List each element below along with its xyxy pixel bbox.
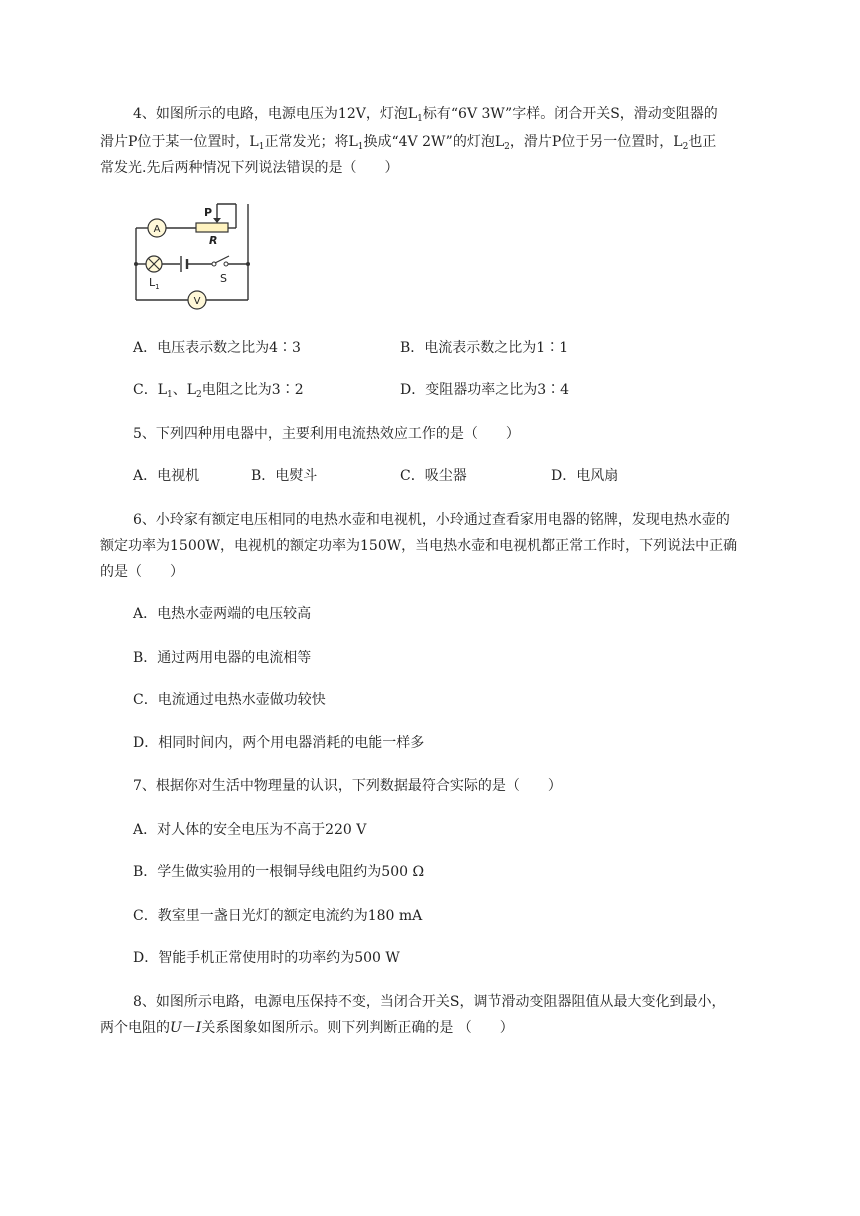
voltmeter-icon <box>188 291 206 309</box>
svg-text:A: A <box>153 224 161 235</box>
q6-option-b: B．通过两用电器的电流相等 <box>133 650 312 666</box>
battery-icon <box>181 256 187 272</box>
ammeter-icon <box>148 219 166 237</box>
q5-option-d: D．电风扇 <box>551 468 619 484</box>
slider-label: P <box>204 206 213 219</box>
q6-stem-line2: 额定功率为1500W，电视机的额定功率为150W，当电热水壶和电视机都正常工作时，下列说法中正确 <box>100 538 738 554</box>
q6-stem-line1: 6、小玲家有额定电压相同的电热水壶和电视机，小玲通过查看家用电器的铭牌，发现电热水壶的 <box>133 512 730 528</box>
circuit-diagram <box>126 196 258 314</box>
q5-option-b: B．电熨斗 <box>251 468 318 484</box>
resistor-icon <box>196 218 228 232</box>
q4-stem-line2: 滑片P位于某一位置时，$L_1$正常发光；将$L_1$换成“4V 2W”的灯泡$L_2$，滑片P位于另一位置时，$L_2$也正 <box>100 134 717 152</box>
q4-stem-line1: 4、如图所示的电路，电源电压为12V，灯泡$L_1$标有“6V 3W”字样。闭合开关S，滑动变阻器的 <box>133 106 718 124</box>
q7-option-c: C．教室里一盏日光灯的额定电流约为180 mA <box>133 908 423 924</box>
q5-option-c: C．吸尘器 <box>400 468 467 484</box>
svg-text:V: V <box>193 296 201 307</box>
q5-stem: 5、下列四种用电器中，主要利用电流热效应工作的是（ ） <box>133 426 520 442</box>
switch-icon <box>212 256 229 266</box>
q6-option-d: D．相同时间内，两个用电器消耗的电能一样多 <box>133 735 425 751</box>
q8-stem-line1: 8、如图所示电路，电源电压保持不变，当闭合开关S，调节滑动变阻器阻值从最大变化到最小， <box>133 994 726 1010</box>
q4-option-d: D．变阻器功率之比为3∶4 <box>400 382 570 398</box>
switch-label: S <box>220 272 227 285</box>
lamp-label: $L_1$ <box>149 276 160 291</box>
q7-option-a: A．对人体的安全电压为不高于220 V <box>133 822 367 838</box>
q5-option-a: A．电视机 <box>133 468 200 484</box>
q6-option-a: A．电热水壶两端的电压较高 <box>133 606 312 622</box>
q6-option-c: C．电流通过电热水壶做功较快 <box>133 692 326 708</box>
q4-option-b: B．电流表示数之比为1∶1 <box>400 340 569 356</box>
q8-stem-line2: 两个电阻的U－I关系图象如图所示。则下列判断正确的是 （ ） <box>100 1020 514 1036</box>
q6-stem-line3: 的是（ ） <box>100 564 184 580</box>
q4-option-a: A．电压表示数之比为4∶3 <box>133 340 301 356</box>
q7-stem: 7、根据你对生活中物理量的认识，下列数据最符合实际的是（ ） <box>133 778 562 794</box>
lamp-icon <box>146 256 162 272</box>
resistor-label: R <box>209 234 218 247</box>
q7-option-d: D．智能手机正常使用时的功率约为500 W <box>133 950 400 966</box>
q7-option-b: B．学生做实验用的一根铜导线电阻约为500 Ω <box>133 864 425 880</box>
q4-stem-line3: 常发光.先后两种情况下列说法错误的是（ ） <box>100 160 399 176</box>
q4-option-c: C．$L_1$、$L_2$电阻之比为3∶2 <box>133 382 304 400</box>
